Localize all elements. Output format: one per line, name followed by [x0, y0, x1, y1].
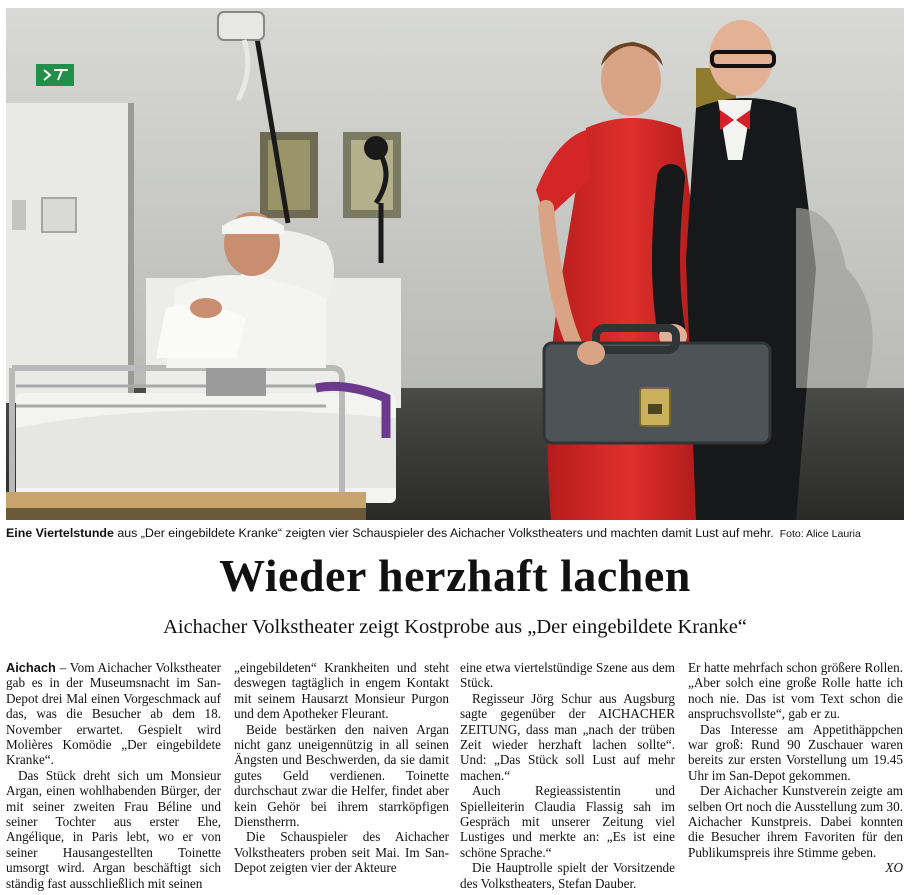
- article-column-3: [460, 660, 675, 892]
- author-signature: XO: [885, 860, 903, 876]
- paragraph: Beide bestärken den naiven Argan nicht ganz uneigennützig in all seinen Ängsten und Beschwerden, da sie damit gutes Geld verdienen. Toinette durchschaut zwar die Helfer, findet aber kein Gehör bei ihrem starrköpfigen Dienstherrn.: [234, 721, 449, 830]
- paragraph: Auch Regieassistentin und Spielleiterin Claudia Flassig sah im Gespräch mit unserer Zeitung viel Lustiges und merkte an: „Es ist eine schöne Sprache.“: [460, 783, 675, 860]
- paragraph: Die Schauspieler des Aichacher Volkstheaters proben seit Mai. Im San-Depot zeigten vier der Akteure: [234, 829, 449, 876]
- paragraph: Das Stück dreht sich um Monsieur Argan, einen wohlhabenden Bürger, der mit seiner zweiten Frau Béline und seiner Tochter aus erster Ehe, Angélique, in Paris lebt, wo er von seiner Hausangestellten Toinette umsorgt wird. Argan beschäftigt sich ständig fast ausschließlich mit seinen: [6, 767, 221, 891]
- paragraph: Regisseur Jörg Schur aus Augsburg sagte gegenüber der AICHACHER ZEITUNG, dass man „nach der trüben Zeit wieder herzhaft lachen sollte“. Und: „Das Stück soll Lust auf mehr machen.“: [460, 690, 675, 783]
- photo-credit: Foto: Alice Lauria: [779, 528, 861, 540]
- paragraph: „eingebildeten“ Krankheiten und steht deswegen tagtäglich in engem Kontakt mit seinem Hausarzt Monsieur Purgon und dem Apotheker Fleurant.: [234, 660, 449, 722]
- subheadline: Aichacher Volkstheater zeigt Kostprobe aus „Der eingebildete Kranke“: [163, 616, 747, 638]
- photo-caption: [6, 524, 906, 542]
- article-photo: [6, 8, 904, 520]
- dateline: Aichach: [6, 660, 56, 675]
- caption-lead: Eine Viertelstunde: [6, 526, 114, 540]
- paragraph: Er hatte mehrfach schon größere Rollen. „Aber solch eine große Rolle hatte ich noch nie. Das ist vom Text schon die anspruchsvollste“, gab er zu.: [688, 660, 903, 722]
- article-column-4: [688, 660, 903, 892]
- caption-text: aus „Der eingebildete Kranke“ zeigten vier Schauspieler des Aichacher Volkstheaters und machten damit Lust auf mehr.: [113, 526, 774, 540]
- paragraph: Aichach – Vom Aichacher Volkstheater gab es in der Museumsnacht im San-Depot drei Mal einen Vorgeschmack auf das, was die Besucher ab dem 18. November erwartet. Gespielt wird Molières Komödie „Der eingebildete Kranke“.: [6, 660, 221, 768]
- article-column-2: [234, 660, 449, 892]
- paragraph: Das Interesse am Appetithäppchen war groß: Rund 90 Zuschauer waren bereits zur ersten Vorstellung um 19.45 Uhr im San-Depot gekommen.: [688, 721, 903, 783]
- stage-scene-illustration: [6, 8, 904, 520]
- briefcase-prop: [544, 328, 770, 443]
- paragraph: eine etwa viertelstündige Szene aus dem Stück.: [460, 660, 675, 691]
- headline: Wieder herzhaft lachen: [219, 550, 691, 601]
- article-body: [0, 660, 910, 895]
- paragraph: Die Hauptrolle spielt der Vorsitzende des Volkstheaters, Stefan Dauber.: [460, 860, 675, 891]
- paragraph: Der Aichacher Kunstverein zeigte am selben Ort noch die Ausstellung zum 30. Aichacher Kunstpreis. Dabei konnten die Besucher ihrem Favoriten für den Publikumspreis ihre Stimme geben. XO: [688, 783, 903, 876]
- exit-sign-icon: [36, 64, 74, 86]
- article-column-1: [6, 660, 221, 892]
